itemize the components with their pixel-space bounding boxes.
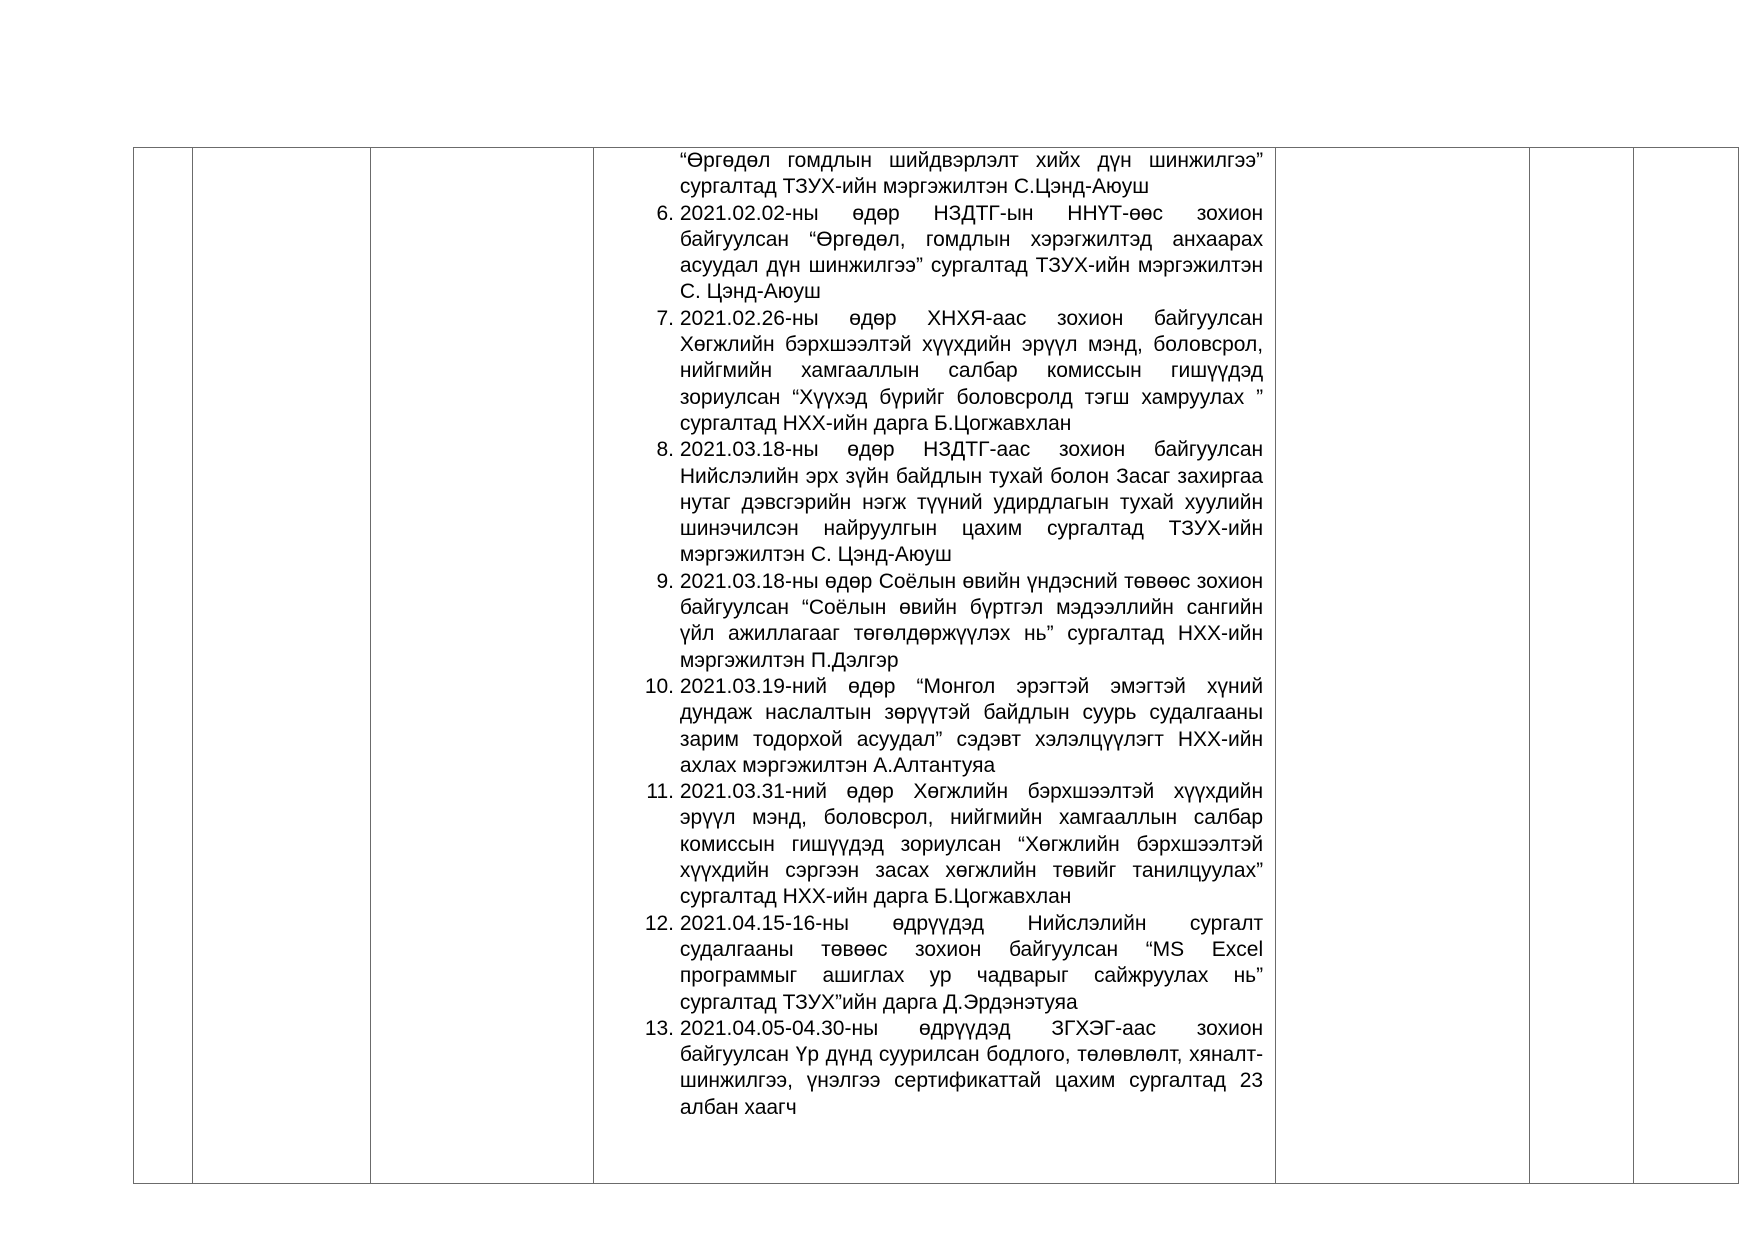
cell-implementation — [593, 148, 1275, 1184]
list-item: 10. 2021.03.19-ний өдөр “Монгол эрэгтэй эмэгтэй хүний дундаж наслалтын зөрүүтэй байдлын суурь судалгааны зарим тодорхой асуудал” сэдэвт хэлэлцүүлэгт НХХ-ийн ахлах мэргэжилтэн А.Алтантуяа — [680, 674, 1263, 779]
cell-goal — [193, 148, 371, 1184]
training-list — [634, 201, 1263, 1121]
list-item: 12. 2021.04.15-16-ны өдрүүдэд Нийслэлийн сургалт судалгааны төвөөс зохион байгуулсан “MS Excel программыг ашиглах ур чадварыг сайжруулах нь” сургалтад ТЗУХ”ийн дарга Д.Эрдэнэтуяа — [680, 911, 1263, 1016]
cell-note — [1633, 148, 1738, 1184]
list-item: 13. 2021.04.05-04.30-ны өдрүүдэд ЗГХЭГ-аас зохион байгуулсан Үр дүнд суурилсан бодлого, төлөвлөлт, хяналт-шинжилгээ, үнэлгээ сертификаттай цахим сургалтад 23 албан хаагч — [680, 1016, 1263, 1121]
table-row — [134, 148, 1739, 1184]
continued-item-text: “Өргөдөл гомдлын шийдвэрлэлт хийх дүн шинжилгээ” сургалтад ТЗУХ-ийн мэргэжилтэн С.Цэнд-Аюуш — [679, 149, 1264, 199]
list-item: 9. 2021.03.18-ны өдөр Соёлын өвийн үндэсний төвөөс зохион байгуулсан “Соёлын өвийн бүртгэл мэдээллийн сангийн үйл ажиллагааг төгөлдөржүүлэх нь” сургалтад НХХ-ийн мэргэжилтэн П.Дэлгэр — [680, 569, 1263, 674]
cell-result — [1276, 148, 1529, 1184]
cell-measure — [371, 148, 593, 1184]
list-item: 8. 2021.03.18-ны өдөр НЗДТГ-аас зохион байгуулсан Нийслэлийн эрх зүйн байдлын тухай болон Засаг захиргаа нутаг дэвсгэрийн нэгж түүний удирдлагын тухай хуулийн шинэчилсэн найруулгын цахим сургалтад ТЗУХ-ийн мэргэжилтэн С. Цэнд-Аюуш — [680, 437, 1263, 568]
cell-number — [134, 148, 193, 1184]
list-item: 7. 2021.02.26-ны өдөр ХНХЯ-аас зохион байгуулсан Хөгжлийн бэрхшээлтэй хүүхдийн эрүүл мэнд, боловсрол, нийгмийн хамгааллын салбар комиссын гишүүдэд зориулсан “Хүүхэд бүрийг боловсролд тэгш хамруулах ” сургалтад НХХ-ийн дарга Б.Цогжавхлан — [680, 306, 1263, 437]
report-table — [133, 147, 1739, 1184]
list-item: 6. 2021.02.02-ны өдөр НЗДТГ-ын ННҮТ-өөс зохион байгуулсан “Өргөдөл, гомдлын хэрэгжилтэд анхаарах асуудал дүн шинжилгээ” сургалтад ТЗУХ-ийн мэргэжилтэн С. Цэнд-Аюуш — [680, 201, 1263, 306]
cell-score — [1529, 148, 1633, 1184]
list-item: 11. 2021.03.31-ний өдөр Хөгжлийн бэрхшээлтэй хүүхдийн эрүүл мэнд, боловсрол, нийгмийн хамгааллын салбар комиссын гишүүдэд зориулсан “Хөгжлийн бэрхшээлтэй хүүхдийн сэргээн засах хөгжлийн төвийг танилцуулах” сургалтад НХХ-ийн дарга Б.Цогжавхлан — [680, 779, 1263, 910]
